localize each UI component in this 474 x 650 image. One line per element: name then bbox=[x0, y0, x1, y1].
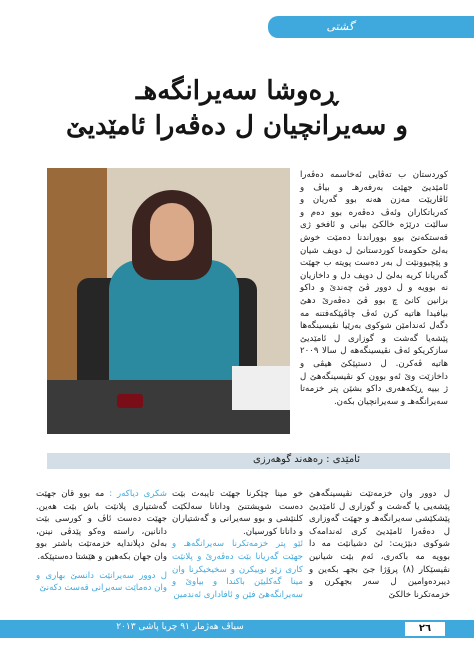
body-paragraph: مە بوو قان جهێت گەشتیاری پلانێت باش بێت هەین. جهێت دەست ئاڤ و کورسی بێت دانانین، راستە وەکو پێدڤی نینن، بەلێ دپلاندایە خزمەتێت باشتر بوو وان جهان بکەهین و هێشتا دەستپێکە. bbox=[36, 489, 167, 562]
section-tab bbox=[268, 16, 474, 38]
article-title-line2: و سەیرانچیان ل دەڤەرا ئامێدیێ bbox=[66, 111, 408, 141]
author-byline: ئامێدی : رەهەند گوهەرزی bbox=[253, 454, 360, 465]
photo-person-face bbox=[150, 203, 194, 261]
speaker-label: شکری دیاکەر : bbox=[109, 489, 168, 499]
body-column-2 bbox=[172, 488, 303, 601]
article-title-line1: ڕەوشا سەیرانگەهـ bbox=[135, 76, 339, 106]
photo-papers bbox=[232, 366, 290, 410]
intro-paragraph: کوردستان ب تەڤایی ئەخاسمە دەڤەرا ئامێدیێ جهێت بەرفەرهـ و بیاڤ و ئاڤاریێت مەزن هەنە بوو گەریان و کەرباتکاران وئەڤ دەڤەرە بوو دەم و سالێت درێژە خالکێ بیانی و ئافخو ژی قەستکەنێ بوو بووراندنا دەمێت خوش بەلێ حکومەتا کوردستانێ ل دویف شیان و پێچیوونێت ل بەر دەست پویتە ب جهێت گەریانا کریە بەلێ ل دویف دل و داخازیان نە بوویە و ل دوور ڤێ چەندێ و داکو بزانین کانێ چ بوو ڤێ دەڤەرێ دهێ بیافیدا هاتیە کرن ئەڤ چاڤپێکەفتنە مە دگەل ئەندامێن شوکوی بەرێیا نڤیسینگەها پێشەیا گەشت و گوزاری ل ئامێدیێ سازکریکو ئەڤ نڤیسینگەهە ل سالا ٢٠٠٩ هاتیە ڤەکرن. ل دستپێکێ هیڤی و داخازێت وێ ئەو بوون کو نڤیسینگەهێ ل ژ بییە ڕێکەهەری داکو بشێن پتر خزمەتا سەیرانگەهـ و سەیرانچیان بکەن. bbox=[300, 170, 448, 407]
interview-photo bbox=[47, 168, 290, 434]
page-number: ٢٦ bbox=[405, 622, 445, 636]
body-column-3 bbox=[36, 488, 167, 595]
body-paragraph: خو مینا چێکرنا جهێت تایبەت بێت دەست شویشتنێ ودانانا سەلکێت کلنێشی و بوو سەیرانی و گەشتیاران و دانانا کورسیان. bbox=[172, 489, 303, 537]
question-paragraph: ل دوور سەیرانێت دانسێ بهاری و وان دەماێت سەیرانی قەست دکەنێ bbox=[36, 570, 167, 594]
intro-column bbox=[300, 169, 448, 408]
photo-phone bbox=[117, 394, 143, 408]
question-paragraph: ئێو پتر خزمەتکرنا سەیرانگەهـ و جهێت گەریانا بێت دەڤەرێ و پلانێت کاری زێو نوییکرن و سخیخیکرنا وان مینا گەکلیێن باکندا و بیاوێ و سەیرانگەهێ فێن و ئافاداری ئەندمین bbox=[172, 539, 303, 600]
body-column-1 bbox=[309, 488, 450, 601]
footer-issue-info: سیاڤ هەژمار ٩١ چریا پاشی ٢٠١٣ bbox=[116, 622, 244, 632]
body-paragraph: ل دوور وان خزمەتێت نڤیسینگەهێ پێشەیی یا گەشت و گوزاری ل ئامێدیێ پێشکێشی سەیرانگەهـ و جهێت گەوزاری ل دەڤەرا ئامێدیێ کری ئەندامەک شوکوی دبێژیت: ئێ دشیانێت مە دا بوویە مە باکەری، ئەم بێت شیانین نڤیسێکار (٨) پرۆژا جێ بجهـ بکەین و دیبردەوامین ل سەر بجهکرن و خزمەتکرنا خالکێ bbox=[309, 489, 450, 600]
author-band bbox=[47, 453, 450, 469]
section-label: گشتی bbox=[326, 20, 354, 33]
